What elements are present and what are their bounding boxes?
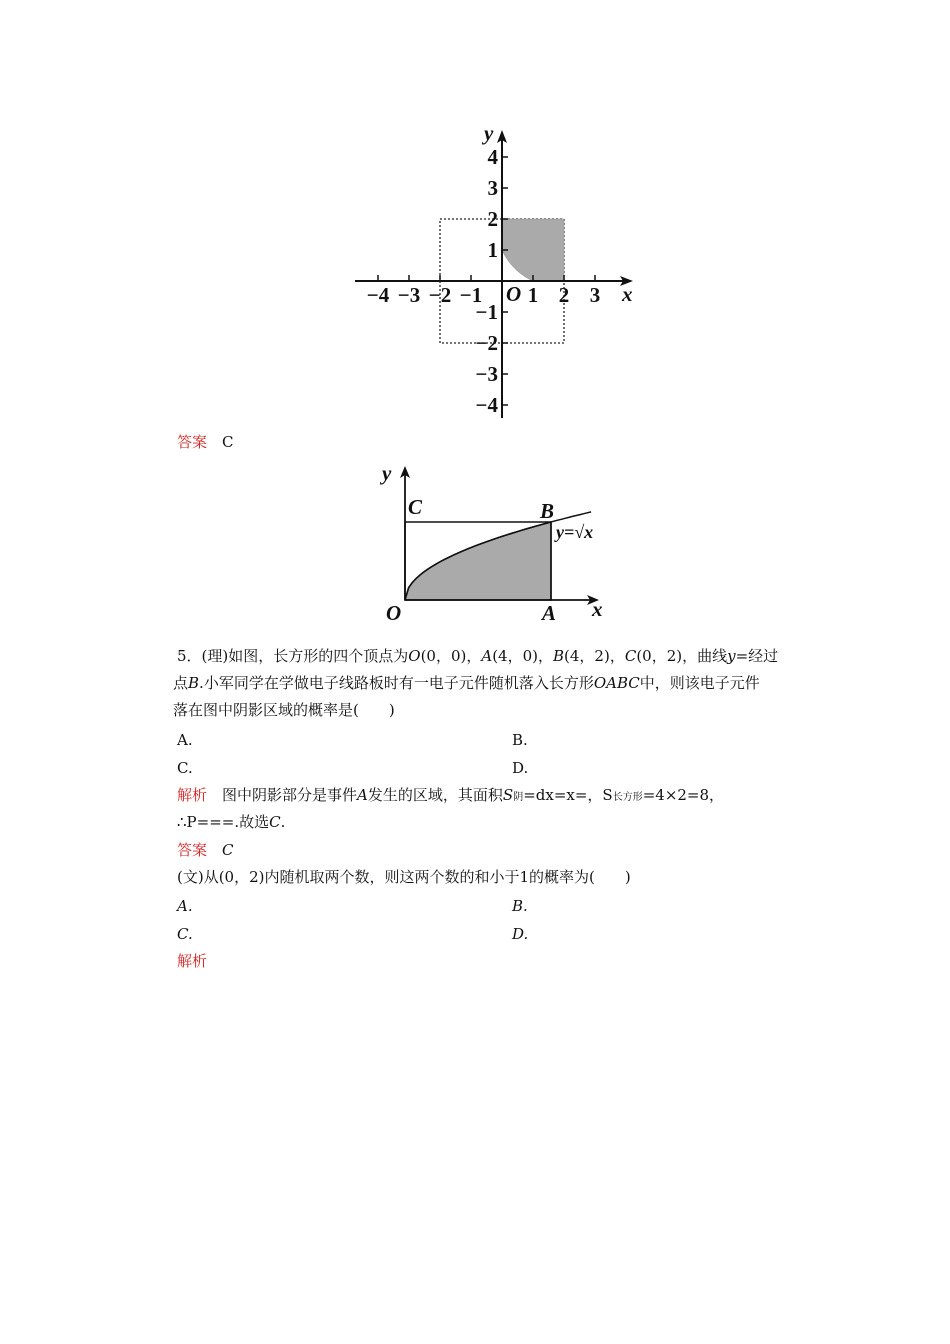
text: 图中阴影部分是事件 bbox=[222, 786, 358, 804]
y-tick-label: 2 bbox=[487, 207, 498, 231]
option-a: A. bbox=[177, 897, 193, 915]
curve-label: y=√x bbox=[556, 522, 594, 542]
answer-5 bbox=[177, 840, 234, 860]
point-a-label: A bbox=[542, 601, 557, 625]
solution-label: 解析 bbox=[177, 786, 208, 804]
option-b: B. bbox=[512, 731, 528, 749]
text: (文)从(0，2)内随机取两个数，则这两个数的和小于1的概率为( ) bbox=[177, 868, 631, 886]
option-c: C. bbox=[177, 759, 193, 777]
text: ∴P===.故选 bbox=[177, 813, 270, 831]
text: =4×2=8， bbox=[642, 786, 725, 804]
text: .小军同学在学做电子线路板时有一电子元件随机落入长方形 bbox=[199, 674, 594, 692]
text: =dx=x=，S bbox=[523, 786, 613, 804]
problem-5-line-1 bbox=[177, 646, 778, 666]
option-a: A. bbox=[177, 731, 193, 749]
shaded-area bbox=[405, 522, 551, 600]
answer-1 bbox=[177, 432, 234, 452]
y-axis-name: y bbox=[382, 461, 392, 485]
problem-wen-options-row-2 bbox=[177, 924, 597, 944]
event-a: A bbox=[357, 786, 368, 804]
figure-2-svg bbox=[370, 458, 620, 630]
shaded-region bbox=[502, 219, 564, 281]
x-axis-name: x bbox=[622, 282, 633, 306]
option-c: C. bbox=[177, 925, 193, 943]
figure-rectangle-curve bbox=[370, 458, 620, 630]
text: 5．(理)如图，长方形的四个顶点为 bbox=[177, 647, 409, 665]
text: =经过 bbox=[735, 647, 779, 665]
text: (0，2)，曲线 bbox=[636, 647, 728, 665]
y-tick-label: −1 bbox=[475, 300, 498, 324]
point-o: O bbox=[408, 647, 421, 665]
y-axis-name: y bbox=[484, 121, 494, 145]
y-tick-label: −4 bbox=[475, 393, 498, 417]
solution-5-line-1 bbox=[177, 785, 724, 808]
option-d: D. bbox=[512, 759, 529, 777]
point-b: B bbox=[553, 647, 565, 665]
text: 落在图中阴影区域的概率是( ) bbox=[173, 701, 395, 719]
problem-wen-options-row-1 bbox=[177, 896, 597, 916]
x-tick-label: −1 bbox=[459, 283, 483, 307]
text: (4，2)， bbox=[564, 647, 625, 665]
problem-5-options-row-1 bbox=[177, 730, 597, 750]
x-tick-label: 1 bbox=[527, 283, 539, 307]
subscript: 阴 bbox=[513, 792, 524, 803]
answer-value: C bbox=[222, 841, 234, 859]
problem-wen bbox=[177, 867, 631, 887]
var-s: S bbox=[502, 786, 514, 804]
answer-label: 答案 bbox=[177, 433, 208, 451]
answer-value: C bbox=[222, 433, 234, 451]
option-b: B. bbox=[512, 897, 528, 915]
x-tick-label: −4 bbox=[366, 283, 390, 307]
text: (4，0)， bbox=[492, 647, 553, 665]
figure-coordinate-plane bbox=[350, 120, 640, 425]
rect-name: OABC bbox=[593, 674, 640, 692]
problem-5-line-2 bbox=[173, 673, 760, 693]
point-b-label: B bbox=[540, 499, 555, 523]
solution-label: 解析 bbox=[177, 952, 208, 970]
origin-label: O bbox=[506, 282, 522, 306]
answer-label: 答案 bbox=[177, 841, 208, 859]
y-tick-label: 1 bbox=[487, 238, 498, 262]
x-tick-label: −2 bbox=[428, 283, 452, 307]
problem-5-line-3 bbox=[173, 700, 395, 720]
y-tick-label: −2 bbox=[475, 331, 498, 355]
y-tick-label: −3 bbox=[475, 362, 498, 386]
x-tick-label: 3 bbox=[589, 283, 601, 307]
text: 点 bbox=[173, 674, 189, 692]
x-tick-label: −3 bbox=[397, 283, 421, 307]
point-b: B bbox=[188, 674, 200, 692]
y-tick-label: 4 bbox=[487, 145, 498, 169]
text: 中，则该电子元件 bbox=[639, 674, 760, 692]
option-d: D. bbox=[512, 925, 529, 943]
problem-5-options-row-2 bbox=[177, 758, 597, 778]
y-tick-label: 3 bbox=[487, 176, 498, 200]
x-axis-name: x bbox=[592, 597, 603, 621]
point-c: C bbox=[624, 647, 637, 665]
point-o-label: O bbox=[386, 601, 402, 625]
text: (0，0)， bbox=[420, 647, 482, 665]
point-a: A bbox=[481, 647, 493, 665]
text: 发生的区域，其面积 bbox=[367, 786, 503, 804]
point-c-label: C bbox=[408, 495, 423, 519]
subscript: 长方形 bbox=[612, 792, 643, 803]
choice: C bbox=[269, 813, 281, 831]
solution-5-line-2 bbox=[177, 812, 285, 832]
figure-1-svg bbox=[350, 120, 640, 425]
x-tick-label: 2 bbox=[558, 283, 570, 307]
solution-wen bbox=[177, 951, 207, 971]
var-y: y bbox=[727, 647, 736, 665]
text: . bbox=[280, 813, 286, 831]
